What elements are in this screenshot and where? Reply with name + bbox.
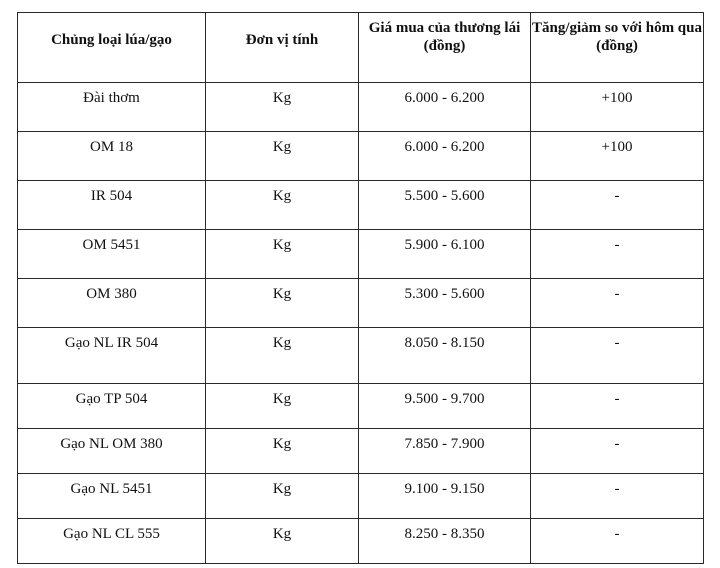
table-row [18, 519, 704, 564]
table-row [18, 328, 704, 384]
cell-price: 5.500 - 5.600 [359, 181, 531, 230]
cell-rice-type: OM 5451 [18, 230, 206, 279]
cell-unit: Kg [206, 429, 359, 474]
table-row [18, 230, 704, 279]
cell-unit: Kg [206, 519, 359, 564]
header-change: Tăng/giảm so với hôm qua (đồng) [531, 13, 704, 83]
cell-change: - [531, 474, 704, 519]
cell-price: 8.050 - 8.150 [359, 328, 531, 384]
cell-unit: Kg [206, 384, 359, 429]
table-row [18, 429, 704, 474]
cell-price: 9.100 - 9.150 [359, 474, 531, 519]
header-buying-price: Giá mua của thương lái (đồng) [359, 13, 531, 83]
header-rice-type: Chủng loại lúa/gạo [18, 13, 206, 83]
cell-change: - [531, 328, 704, 384]
cell-change: +100 [531, 132, 704, 181]
table-header-row [18, 13, 704, 83]
cell-rice-type: Gạo TP 504 [18, 384, 206, 429]
cell-rice-type: OM 18 [18, 132, 206, 181]
cell-change: - [531, 181, 704, 230]
table-row [18, 83, 704, 132]
cell-unit: Kg [206, 181, 359, 230]
cell-change: - [531, 279, 704, 328]
cell-price: 5.300 - 5.600 [359, 279, 531, 328]
cell-price: 5.900 - 6.100 [359, 230, 531, 279]
table-row [18, 384, 704, 429]
cell-unit: Kg [206, 83, 359, 132]
table-row [18, 279, 704, 328]
cell-change: - [531, 519, 704, 564]
cell-unit: Kg [206, 328, 359, 384]
cell-rice-type: Gạo NL 5451 [18, 474, 206, 519]
cell-rice-type: Gạo NL OM 380 [18, 429, 206, 474]
cell-change: - [531, 384, 704, 429]
rice-price-table [17, 12, 704, 564]
cell-rice-type: Gạo NL CL 555 [18, 519, 206, 564]
table-row [18, 132, 704, 181]
cell-price: 9.500 - 9.700 [359, 384, 531, 429]
cell-unit: Kg [206, 132, 359, 181]
cell-rice-type: Gạo NL IR 504 [18, 328, 206, 384]
price-table-container [17, 12, 704, 564]
cell-price: 8.250 - 8.350 [359, 519, 531, 564]
cell-rice-type: IR 504 [18, 181, 206, 230]
table-row [18, 474, 704, 519]
cell-unit: Kg [206, 230, 359, 279]
cell-rice-type: OM 380 [18, 279, 206, 328]
cell-rice-type: Đài thơm [18, 83, 206, 132]
cell-change: - [531, 429, 704, 474]
table-row [18, 181, 704, 230]
cell-price: 6.000 - 6.200 [359, 132, 531, 181]
cell-unit: Kg [206, 474, 359, 519]
cell-unit: Kg [206, 279, 359, 328]
cell-change: +100 [531, 83, 704, 132]
cell-change: - [531, 230, 704, 279]
cell-price: 7.850 - 7.900 [359, 429, 531, 474]
cell-price: 6.000 - 6.200 [359, 83, 531, 132]
header-unit: Đơn vị tính [206, 13, 359, 83]
